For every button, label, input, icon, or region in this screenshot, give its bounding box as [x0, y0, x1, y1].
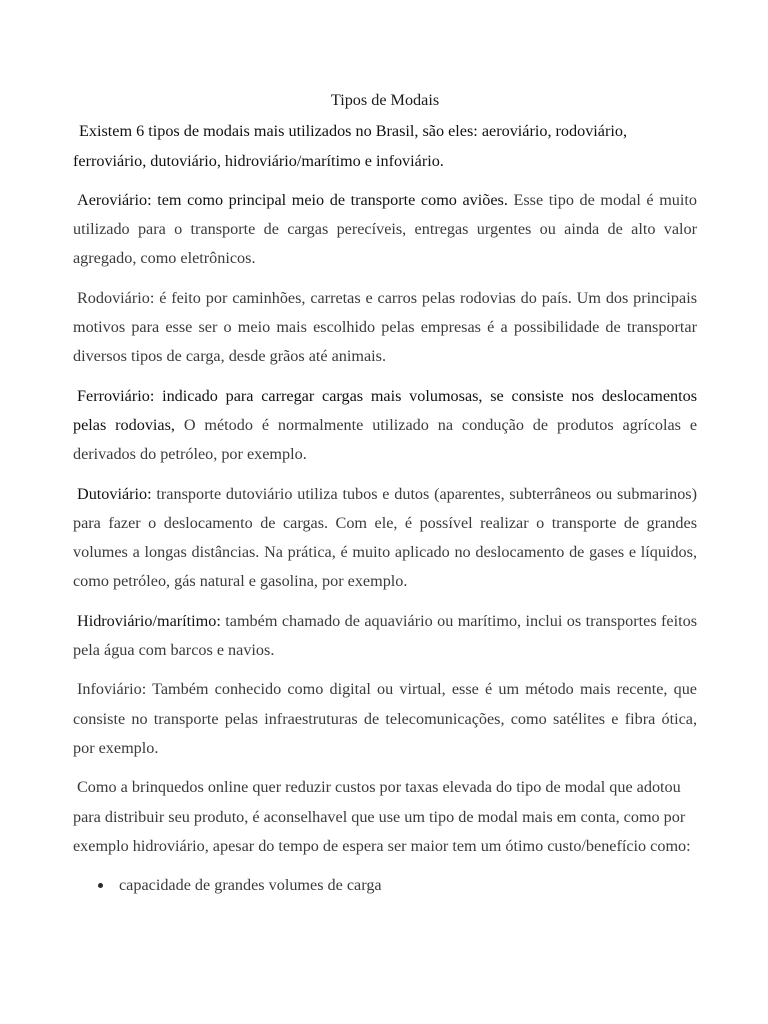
section-aeroviario — [73, 186, 697, 274]
section-body: Esse tipo de modal é muito utilizado para o transporte de cargas perecíveis, entregas urgentes ou ainda de alto valor agregado, como eletrônicos. — [73, 190, 697, 268]
bullet-icon — [98, 883, 103, 888]
document-page — [73, 86, 697, 900]
section-infoviario — [73, 675, 697, 763]
section-lead: Aeroviário: tem como principal meio de transporte como aviões. — [77, 190, 508, 209]
list-item-text: capacidade de grandes volumes de carga — [119, 876, 382, 895]
section-body: também chamado de aquaviário ou marítimo, inclui os transportes feitos pela água com barcos e navios. — [73, 611, 697, 660]
section-dutoviario — [73, 480, 697, 597]
section-body: transporte dutoviário utiliza tubos e dutos (aparentes, subterrâneos ou submarinos) para fazer o deslocamento de cargas. Com ele, é possível realizar o transporte de grandes volumes a longas distâncias. Na prática, é muito aplicado no deslocamento de gases e líquidos, como petróleo, gás natural e gasolina, por exemplo. — [73, 484, 697, 591]
section-hidroviario — [73, 607, 697, 666]
section-rodoviario — [73, 284, 697, 372]
document-title: Tipos de Modais — [330, 91, 440, 109]
list-item — [73, 871, 697, 900]
section-body: O método é normalmente utilizado na condução de produtos agrícolas e derivados do petróleo, por exemplo. — [73, 415, 697, 464]
bullet-list — [73, 871, 697, 900]
section-ferroviario — [73, 382, 697, 470]
section-lead: Dutoviário: — [77, 484, 152, 503]
intro-paragraph: Existem 6 tipos de modais mais utilizados no Brasil, são eles: aeroviário, rodoviário, ferroviário, dutoviário, hidroviário/marítimo e infoviário. — [73, 122, 628, 170]
section-body: Infoviário: Também conhecido como digital ou virtual, esse é um método mais recente, que consiste no transporte pelas infraestruturas de telecomunicações, como satélites e fibra ótica, por exemplo. — [73, 680, 697, 757]
conclusion-paragraph: Como a brinquedos online quer reduzir custos por taxas elevada do tipo de modal que adotou para distribuir seu produto, é aconselhavel que use um tipo de modal mais em conta, como por exemplo hidroviário, apesar do tempo de espera ser maior tem um ótimo custo/benefício como: — [73, 778, 691, 855]
section-body: Rodoviário: é feito por caminhões, carretas e carros pelas rodovias do país. Um dos principais motivos para esse ser o meio mais escolhido pelas empresas é a possibilidade de transportar diversos tipos de carga, desde grãos até animais. — [73, 288, 697, 366]
section-lead: Ferroviário: indicado para carregar cargas mais volumosas, se consiste nos deslocamentos pelas rodovias, — [73, 386, 697, 434]
section-lead: Hidroviário/marítimo: — [77, 611, 221, 630]
